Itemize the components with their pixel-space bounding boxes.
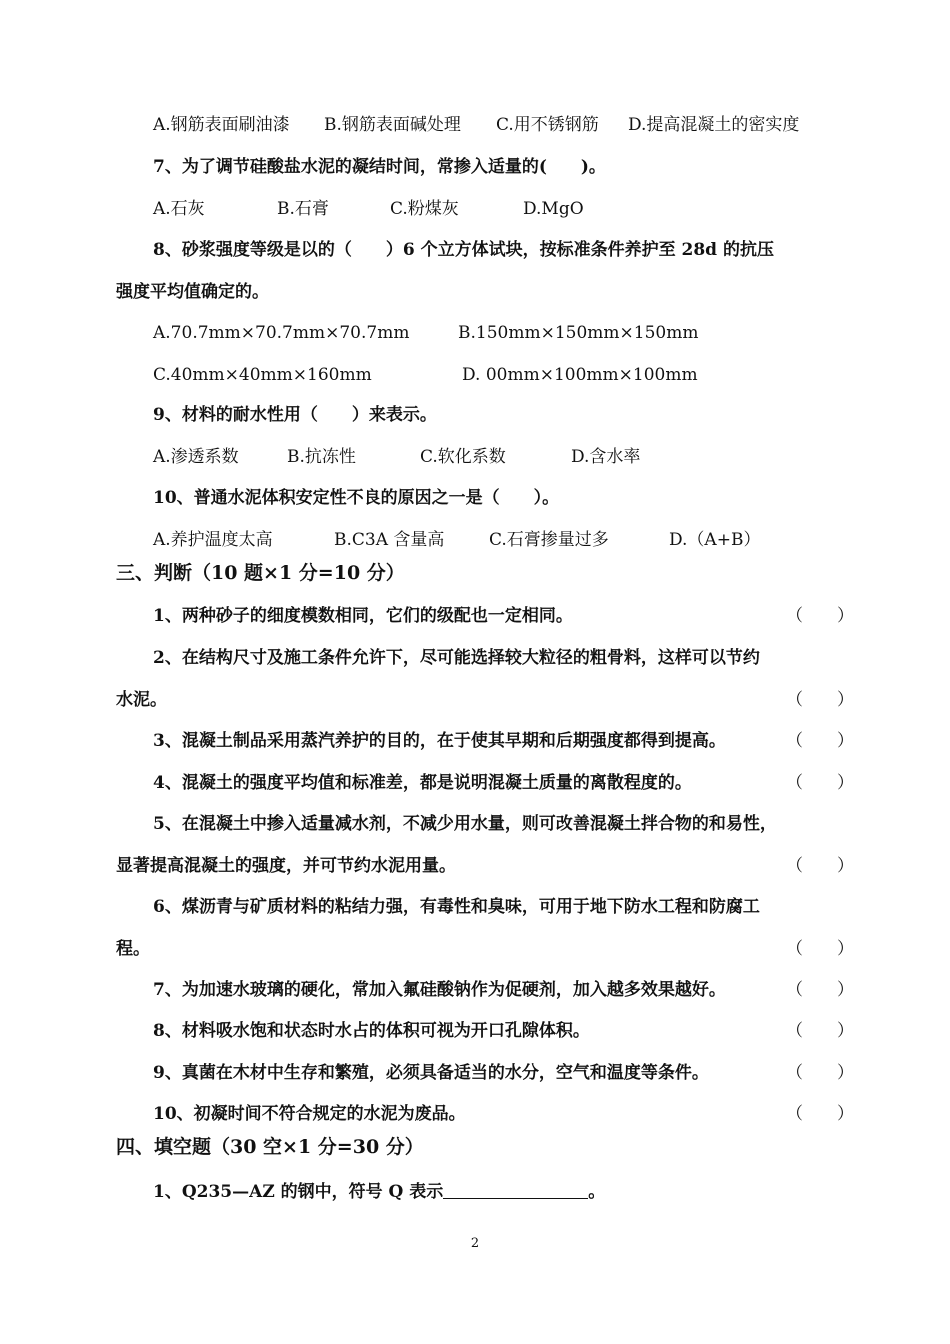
answer-paren-7: （ ） [786, 980, 854, 1000]
judge-item-10: 10、初凝时间不符合规定的水泥为废品。 [153, 1104, 466, 1124]
q10-option-b: B.C3A 含量高 [334, 530, 445, 550]
q10-option-d: D.（A+B） [669, 530, 761, 550]
q7-option-d: D.MgO [523, 199, 584, 219]
q6-option-d: D.提高混凝土的密实度 [628, 115, 800, 135]
fill-item-1-suffix: 。 [588, 1182, 606, 1202]
judge-item-6-line1: 6、煤沥青与矿质材料的粘结力强，有毒性和臭味，可用于地下防水工程和防腐工 [153, 897, 760, 917]
judge-item-8: 8、材料吸水饱和状态时水占的体积可视为开口孔隙体积。 [153, 1021, 590, 1041]
q10-option-c: C.石膏掺量过多 [489, 530, 609, 550]
section-3-heading: 三、判断（10 题×1 分=10 分） [116, 562, 405, 584]
judge-item-2-line1: 2、在结构尺寸及施工条件允许下，尽可能选择较大粒径的粗骨料，这样可以节约 [153, 648, 760, 668]
answer-paren-2: （ ） [786, 690, 854, 710]
answer-paren-4: （ ） [786, 773, 854, 793]
fill-item-1-prefix: 1、Q235—AZ 的钢中，符号 Q 表示 [153, 1182, 444, 1202]
answer-paren-9: （ ） [786, 1063, 854, 1083]
q7-option-c: C.粉煤灰 [390, 199, 459, 219]
answer-paren-5: （ ） [786, 856, 854, 876]
judge-item-6-line2: 程。 [116, 939, 150, 959]
fill-blank[interactable] [443, 1180, 588, 1199]
question-7: 7、为了调节硅酸盐水泥的凝结时间，常掺入适量的( )。 [153, 157, 606, 177]
judge-item-2-line2: 水泥。 [116, 690, 167, 710]
q6-option-b: B.钢筋表面碱处理 [324, 115, 461, 135]
judge-item-5-line1: 5、在混凝土中掺入适量减水剂，不减少用水量，则可改善混凝土拌合物的和易性， [153, 814, 777, 834]
answer-paren-1: （ ） [786, 606, 854, 626]
answer-paren-8: （ ） [786, 1021, 854, 1041]
question-10: 10、普通水泥体积安定性不良的原因之一是（ ）。 [153, 488, 560, 508]
q6-option-c: C.用不锈钢筋 [496, 115, 599, 135]
question-8-line2: 强度平均值确定的。 [116, 282, 269, 302]
q10-option-a: A.养护温度太高 [153, 530, 273, 550]
answer-paren-3: （ ） [786, 731, 854, 751]
judge-item-1: 1、两种砂子的细度模数相同，它们的级配也一定相同。 [153, 606, 573, 626]
judge-item-3: 3、混凝土制品采用蒸汽养护的目的，在于使其早期和后期强度都得到提高。 [153, 731, 726, 751]
fill-item-1 [153, 1180, 605, 1203]
q8-option-a: A.70.7mm×70.7mm×70.7mm [153, 323, 410, 343]
q6-option-a: A.钢筋表面刷油漆 [153, 115, 290, 135]
judge-item-4: 4、混凝土的强度平均值和标准差，都是说明混凝土质量的离散程度的。 [153, 773, 692, 793]
judge-item-5-line2: 显著提高混凝土的强度，并可节约水泥用量。 [116, 856, 456, 876]
q9-option-a: A.渗透系数 [153, 447, 239, 467]
question-8-line1: 8、砂浆强度等级是以的（ ）6 个立方体试块，按标准条件养护至 28d 的抗压 [153, 240, 774, 260]
judge-item-9: 9、真菌在木材中生存和繁殖，必须具备适当的水分，空气和温度等条件。 [153, 1063, 709, 1083]
question-9: 9、材料的耐水性用（ ）来表示。 [153, 405, 437, 425]
q8-option-b: B.150mm×150mm×150mm [458, 323, 699, 343]
q8-option-c: C.40mm×40mm×160mm [153, 365, 372, 385]
q7-option-b: B.石膏 [277, 199, 329, 219]
q7-option-a: A.石灰 [153, 199, 205, 219]
answer-paren-6: （ ） [786, 939, 854, 959]
q8-option-d: D. 00mm×100mm×100mm [462, 365, 698, 385]
q9-option-d: D.含水率 [571, 447, 641, 467]
page-number: 2 [470, 1236, 480, 1251]
q9-option-c: C.软化系数 [420, 447, 506, 467]
judge-item-7: 7、为加速水玻璃的硬化，常加入氟硅酸钠作为促硬剂，加入越多效果越好。 [153, 980, 726, 1000]
q9-option-b: B.抗冻性 [287, 447, 356, 467]
answer-paren-10: （ ） [786, 1104, 854, 1124]
section-4-heading: 四、填空题（30 空×1 分=30 分） [116, 1136, 424, 1158]
